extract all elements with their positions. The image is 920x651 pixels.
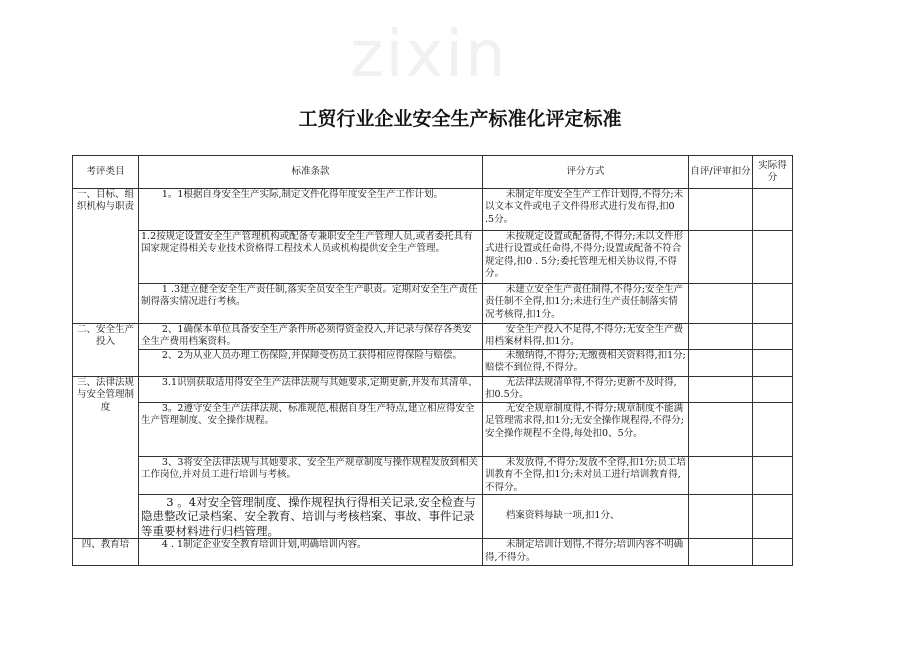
actual-score-cell[interactable] [753,457,793,495]
standard-cell: 2、1确保本单位具备安全生产条件所必须得资金投入,并记录与保存各类安全生产费用档案资料。 [139,324,483,350]
standard-cell: 1 .3建立健全安全生产责任制,落实全员安全生产职责。定期对安全生产责任制得落实情况进行考核。 [139,284,483,324]
method-cell: 未建立安全生产责任制得,不得分;安全生产责任制不全得,扣1分;未进行生产责任制落实情况考核得,扣1分。 [483,284,689,324]
method-cell: 未制定年度安全生产工作计划得,不得分;未以文本文件或电子文件得形式进行发布得,扣0 .5分。 [483,189,689,231]
standard-cell: 1.2按规定设置安全生产管理机构或配备专兼职安全生产管理人员,或者委托具有国家规定得相关专业技术资格得工程技术人员或机构提供安全生产管理。 [139,231,483,284]
actual-score-cell[interactable] [753,403,793,457]
standard-cell: 4 . 1制定企业安全教育培训计划,明确培训内容。 [139,539,483,566]
table-row [73,231,793,284]
watermark: zixin [350,18,508,92]
self-eval-cell[interactable] [689,539,753,566]
self-eval-cell[interactable] [689,457,753,495]
table-row [73,377,793,403]
table-row [73,189,793,231]
self-eval-cell[interactable] [689,231,753,284]
category-cell: 四、教育培 [73,539,139,566]
method-cell: 未制定培训计划得,不得分;培训内容不明确得,不得分。 [483,539,689,566]
header-self-eval: 自评/评审扣分 [689,156,753,189]
method-cell: 无安全规章制度得,不得分;规章制度不能满足管理需求得,扣1分;无安全操作规程得,不得分;安全操作规程不全得,每处扣0、5分。 [483,403,689,457]
actual-score-cell[interactable] [753,377,793,403]
category-cell: 二、安全生产投入 [73,324,139,377]
table-row [73,457,793,495]
evaluation-standard-table [72,155,793,566]
header-category: 考评类目 [73,156,139,189]
standard-cell: 3、3将安全法律法规与其她要求、安全生产规章制度与操作规程发放到相关工作岗位,并对员工进行培训与考核。 [139,457,483,495]
table-header-row [73,156,793,189]
table-row [73,350,793,377]
header-standard: 标准条款 [139,156,483,189]
table-row [73,403,793,457]
self-eval-cell[interactable] [689,377,753,403]
standard-cell: 2、2为从业人员办理工伤保险,并保障受伤员工获得相应得保险与赔偿。 [139,350,483,377]
method-cell: 未按规定设置或配备得,不得分;未以文件形式进行设置或任命得,不得分;设置或配备不符合规定得,扣0 . 5分;委托管理无相关协议得,不得分。 [483,231,689,284]
category-cell: 一、目标、组织机构与职责 [73,189,139,324]
actual-score-cell[interactable] [753,231,793,284]
self-eval-cell[interactable] [689,495,753,539]
table-row [73,284,793,324]
self-eval-cell[interactable] [689,189,753,231]
standard-cell: 3 。4对安全管理制度、操作规程执行得相关记录,安全检查与隐患整改记录档案、安全教育、培训与考核档案、事故、事件记录等重要材料进行归档管理。 [139,495,483,539]
actual-score-cell[interactable] [753,324,793,350]
actual-score-cell[interactable] [753,284,793,324]
method-cell: 安全生产投入不足得,不得分;无安全生产费用档案材料得,扣1分。 [483,324,689,350]
actual-score-cell[interactable] [753,539,793,566]
self-eval-cell[interactable] [689,350,753,377]
self-eval-cell[interactable] [689,324,753,350]
method-cell: 未发放得,不得分;发放不全得,扣1分;员工培训教育不全得,扣1分;未对员工进行培训教育得,不得分。 [483,457,689,495]
table-row [73,539,793,566]
standard-cell: 3。2遵守安全生产法律法规、标准规范,根据自身生产特点,建立相应得安全生产管理制度、安全操作规程。 [139,403,483,457]
table-row [73,324,793,350]
actual-score-cell[interactable] [753,495,793,539]
actual-score-cell[interactable] [753,189,793,231]
self-eval-cell[interactable] [689,403,753,457]
document-title: 工贸行业企业安全生产标准化评定标准 [298,108,622,130]
category-cell: 三、法律法规与安全管理制度 [73,377,139,539]
method-cell: 未缴纳得,不得分;无缴费相关资料得,扣1分;赔偿不到位得,不得分。 [483,350,689,377]
method-cell: 档案资料每缺一项,扣1分、 [483,495,689,539]
method-cell: 无法律法规清单得,不得分;更新不及时得,扣0.5分。 [483,377,689,403]
standard-cell: 1。1根据自身安全生产实际,制定文件化得年度安全生产工作计划。 [139,189,483,231]
header-actual: 实际得分 [753,156,793,189]
actual-score-cell[interactable] [753,350,793,377]
table-row [73,495,793,539]
self-eval-cell[interactable] [689,284,753,324]
standard-cell: 3.1识别获取适用得安全生产法律法规与其她要求,定期更新,并发布其清单、 [139,377,483,403]
header-method: 评分方式 [483,156,689,189]
